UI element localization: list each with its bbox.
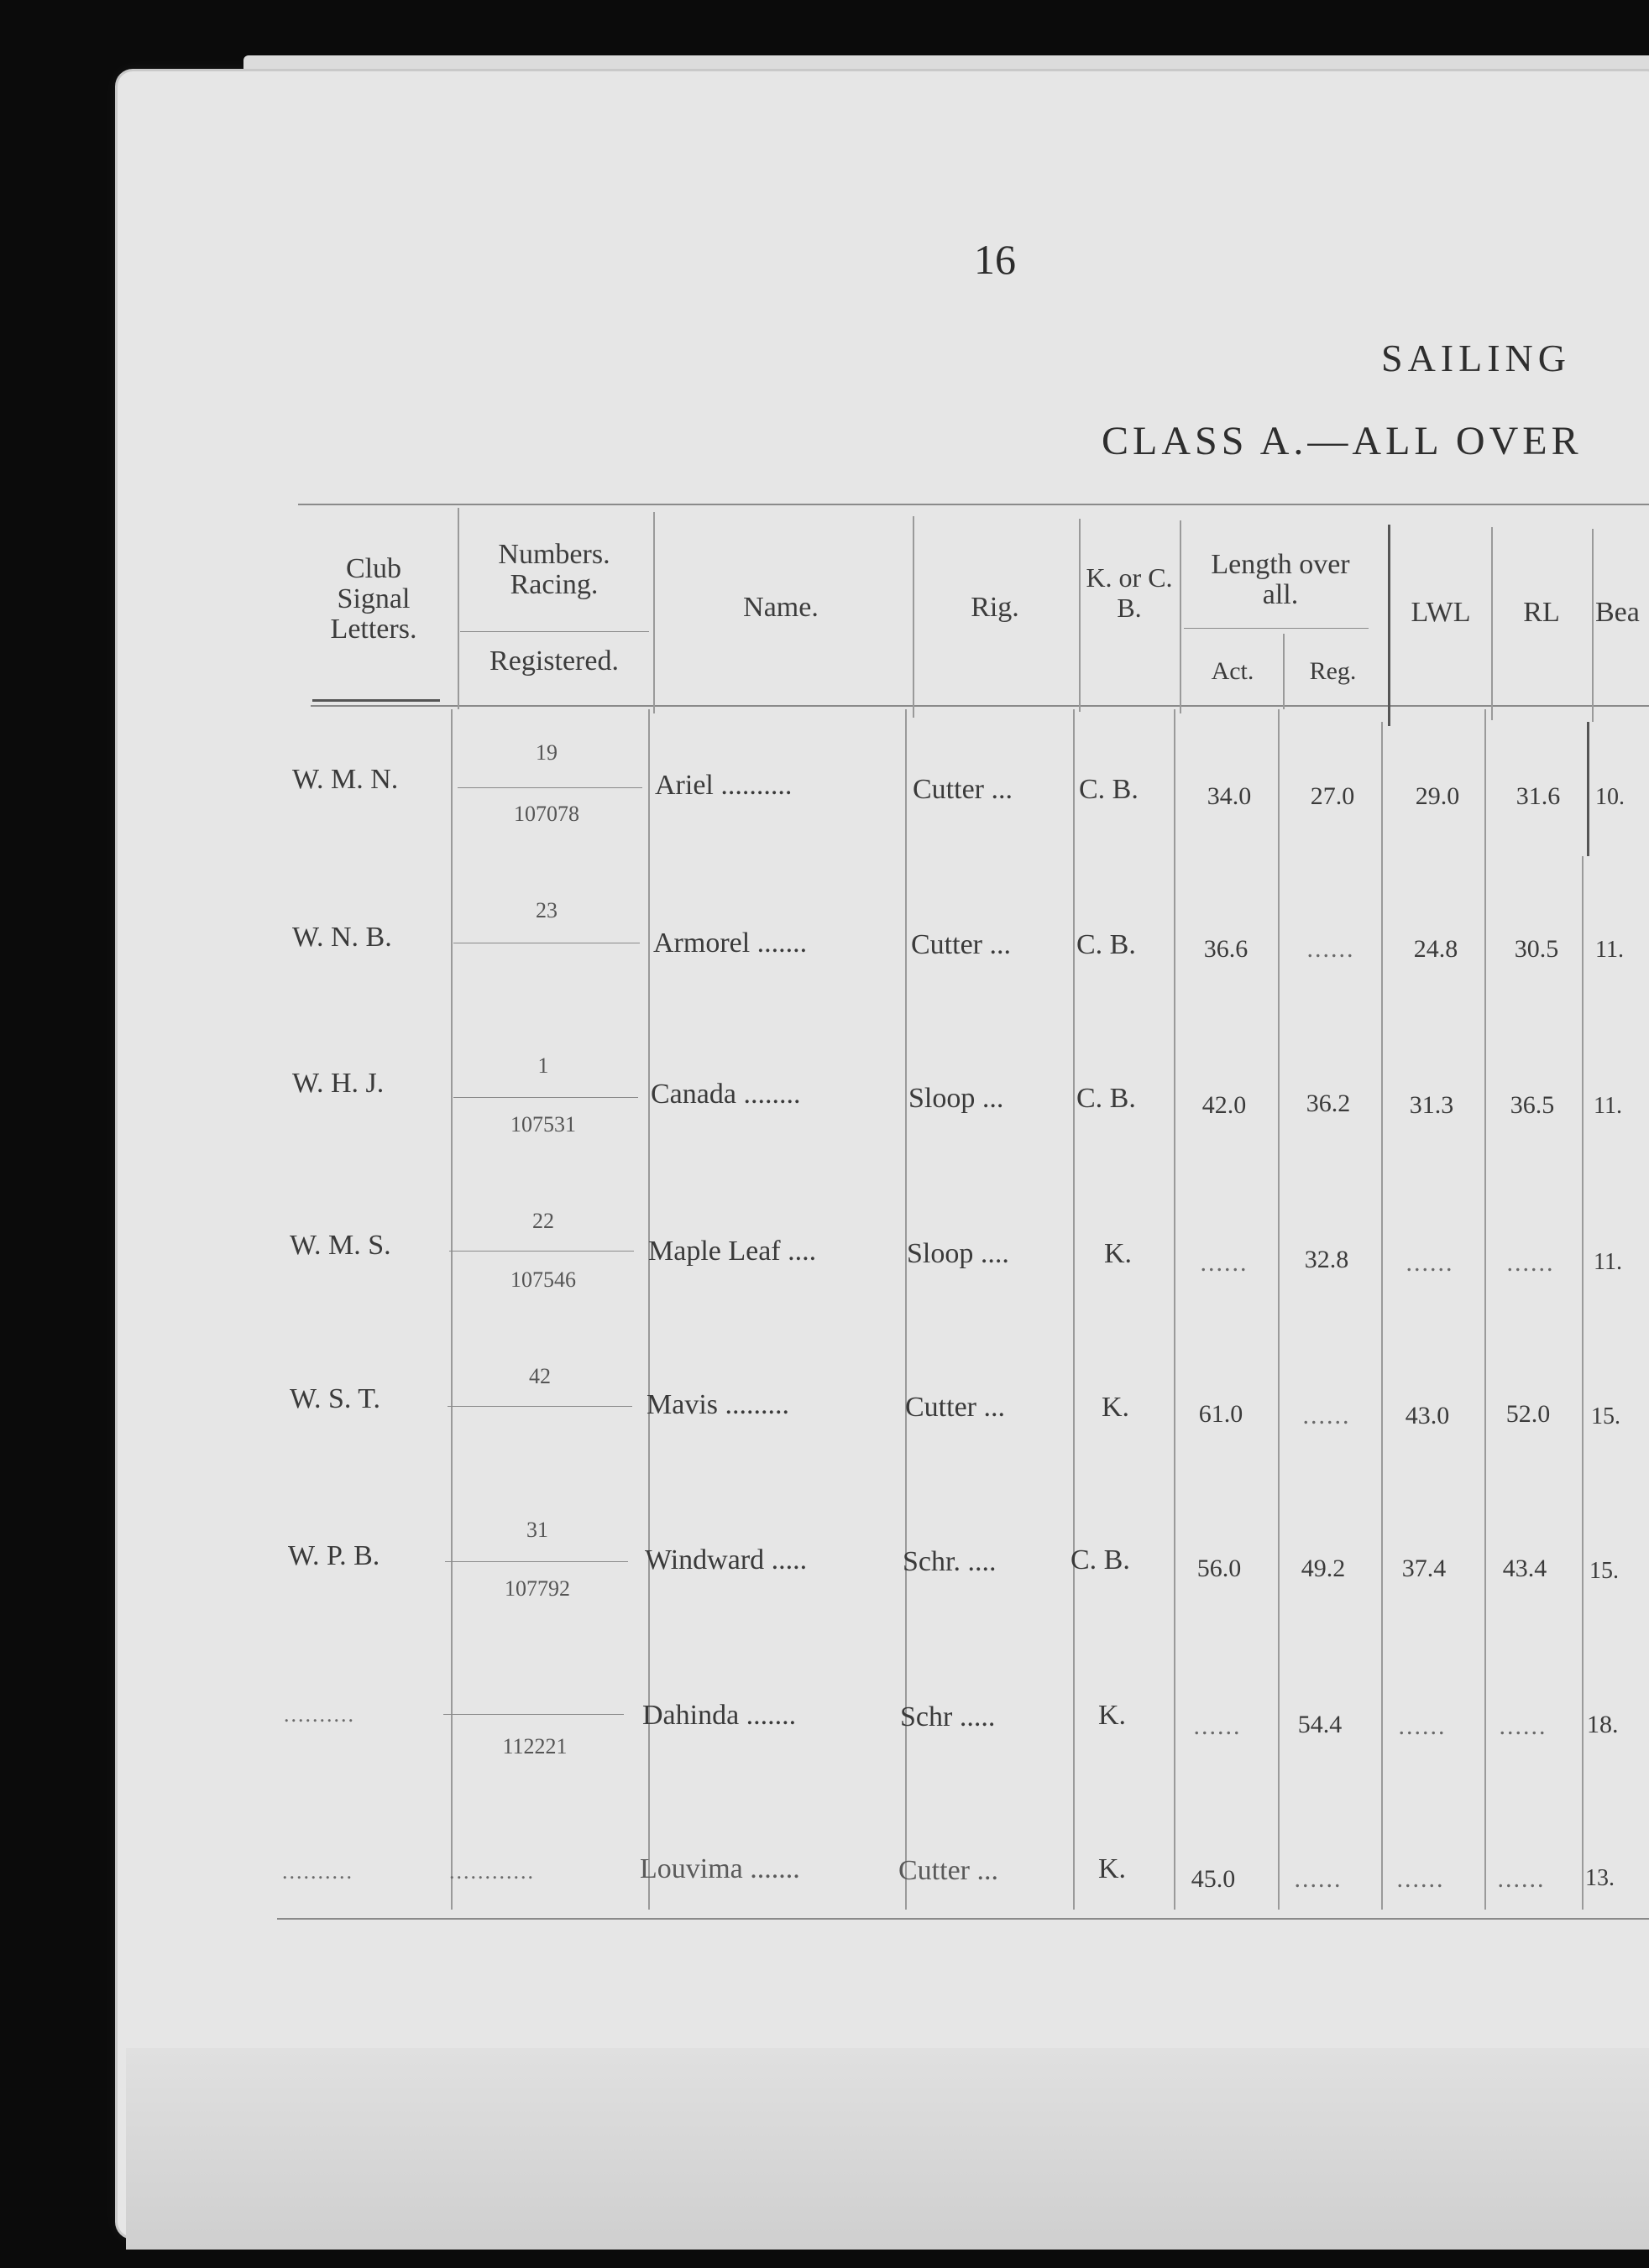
yacht-name: Windward .....: [645, 1544, 808, 1576]
lwl: ......: [1398, 1712, 1447, 1740]
rig: Cutter ...: [898, 1855, 998, 1886]
club-letters: W. H. J.: [292, 1068, 385, 1099]
header-numbers-racing: Numbers. Racing.: [498, 539, 610, 600]
header-lwl: LWL: [1411, 597, 1471, 628]
rl: ......: [1499, 1712, 1547, 1740]
length-act: 42.0: [1201, 1091, 1247, 1119]
registered-number: 107078: [514, 802, 579, 826]
number-divider: [453, 1097, 638, 1098]
club-letters: ..........: [282, 1859, 353, 1884]
yacht-name: Mavis .........: [647, 1389, 789, 1420]
rig: Schr. ....: [903, 1546, 997, 1577]
beam: 11.: [1594, 1093, 1622, 1119]
keel-or-cb: C. B.: [1076, 929, 1136, 960]
header-length-over-all: Length over all.: [1211, 549, 1350, 610]
club-letters: W. N. B.: [292, 922, 392, 953]
rig: Sloop ....: [907, 1238, 1009, 1269]
col-rule-1b: [451, 709, 453, 1910]
registered-number: 107546: [510, 1267, 576, 1292]
lwl: ......: [1396, 1865, 1445, 1893]
keel-or-cb: K.: [1102, 1392, 1130, 1423]
header-rl: RL: [1523, 597, 1560, 628]
rig: Cutter ...: [913, 774, 1013, 805]
header-bottom-rule: [311, 705, 1649, 707]
section-title: SAILING: [1381, 337, 1571, 379]
beam: 11.: [1595, 937, 1624, 963]
length-act: 56.0: [1196, 1555, 1242, 1582]
rl: ......: [1506, 1249, 1555, 1277]
number-divider: [443, 1714, 624, 1715]
lwl: 29.0: [1415, 782, 1460, 810]
length-reg: ......: [1294, 1865, 1343, 1893]
keel-or-cb: K.: [1098, 1853, 1127, 1884]
scanned-page: [118, 71, 1649, 2237]
number-divider: [445, 1561, 628, 1562]
length-reg: ......: [1302, 1402, 1351, 1429]
table-top-rule: [298, 504, 1649, 505]
keel-or-cb: C. B.: [1071, 1544, 1130, 1576]
club-letters: W. M. S.: [290, 1230, 391, 1261]
registered-number: 107531: [510, 1112, 576, 1137]
rl: 31.6: [1516, 782, 1561, 810]
yacht-name: Dahinda .......: [642, 1700, 797, 1731]
numbers-header-divider: [460, 631, 649, 632]
lwl: 43.0: [1405, 1402, 1450, 1429]
club-letters: W. P. B.: [288, 1540, 380, 1571]
registered-number: 107792: [505, 1576, 570, 1601]
length-reg: 54.4: [1297, 1711, 1343, 1738]
col-rule-1: [458, 508, 459, 709]
racing-number: 31: [526, 1518, 548, 1542]
header-length-reg: Reg.: [1309, 657, 1357, 685]
length-act: 34.0: [1207, 782, 1252, 810]
club-header-rule: [312, 699, 440, 702]
yacht-name: Armorel .......: [653, 928, 808, 959]
racing-number: 1: [537, 1053, 549, 1078]
beam: 13.: [1585, 1865, 1615, 1891]
table-bottom-rule: [277, 1918, 1649, 1920]
length-reg: 32.8: [1304, 1246, 1349, 1273]
racing-number: 42: [529, 1364, 551, 1388]
col-rule-2: [653, 512, 655, 713]
rl: 30.5: [1514, 935, 1559, 963]
racing-number: 22: [532, 1209, 554, 1233]
number-divider: [449, 1251, 634, 1252]
header-numbers-registered: Registered.: [489, 645, 619, 677]
keel-or-cb: K.: [1104, 1238, 1133, 1269]
club-letters: W. M. N.: [292, 764, 399, 795]
rig: Sloop ...: [908, 1083, 1004, 1114]
beam: 15.: [1589, 1558, 1619, 1584]
beam: 18.: [1587, 1711, 1619, 1738]
rl: 43.4: [1502, 1555, 1547, 1582]
length-reg: 36.2: [1306, 1090, 1351, 1117]
length-act: 45.0: [1191, 1865, 1236, 1893]
club-letters: W. S. T.: [290, 1383, 381, 1414]
number-divider: [448, 1406, 632, 1407]
lwl: 24.8: [1413, 935, 1458, 963]
col-rule-7: [1388, 525, 1390, 726]
header-beam: Bea: [1595, 597, 1640, 628]
lwl: 37.4: [1401, 1555, 1447, 1582]
header-club: Club Signal Letters.: [330, 553, 417, 645]
beam: 11.: [1594, 1249, 1622, 1275]
registered-number: 112221: [502, 1734, 568, 1758]
lwl: ......: [1406, 1249, 1454, 1277]
yacht-name: Maple Leaf ....: [648, 1236, 817, 1267]
racing-number: 23: [536, 898, 558, 922]
length-act: 61.0: [1198, 1400, 1243, 1428]
racing-number: 19: [536, 740, 558, 765]
length-act: ......: [1200, 1249, 1249, 1277]
yacht-name: Canada ........: [651, 1079, 801, 1110]
col-rule-9: [1592, 529, 1594, 722]
header-name: Name.: [743, 592, 819, 623]
col-rule-4b: [1073, 709, 1075, 1910]
col-rule-9c: [1582, 856, 1584, 1910]
keel-or-cb: C. B.: [1076, 1083, 1136, 1114]
length-act: ......: [1193, 1712, 1242, 1740]
rl: 52.0: [1505, 1400, 1551, 1428]
length-reg: 49.2: [1301, 1555, 1346, 1582]
club-letters: ..........: [284, 1702, 355, 1727]
page-number: 16: [974, 236, 1016, 283]
col-rule-4: [1079, 519, 1081, 712]
rig: Schr .....: [900, 1701, 996, 1732]
rl: 36.5: [1510, 1091, 1555, 1119]
rig: Cutter ...: [905, 1392, 1005, 1423]
racing-number: ............: [449, 1859, 535, 1884]
length-header-divider: [1184, 628, 1369, 629]
class-title: CLASS A.—ALL OVER: [1102, 419, 1583, 463]
lwl: 31.3: [1409, 1091, 1454, 1119]
yacht-name: Louvima .......: [640, 1853, 800, 1884]
keel-or-cb: K.: [1098, 1700, 1127, 1731]
length-reg: 27.0: [1310, 782, 1355, 810]
col-rule-5: [1180, 520, 1181, 713]
header-length-act: Act.: [1211, 657, 1254, 685]
rig: Cutter ...: [911, 929, 1011, 960]
length-reg: ......: [1306, 935, 1355, 963]
keel-or-cb: C. B.: [1079, 774, 1139, 805]
col-rule-3: [913, 516, 914, 718]
header-k-or-cb: K. or C. B.: [1086, 562, 1173, 623]
beam: 15.: [1591, 1403, 1620, 1429]
rl: ......: [1497, 1865, 1546, 1893]
yacht-name: Ariel ..........: [655, 770, 793, 801]
length-act: 36.6: [1203, 935, 1249, 963]
page-stack-edge: [126, 2048, 1649, 2250]
beam: 10.: [1595, 784, 1625, 810]
header-rig: Rig.: [971, 592, 1019, 623]
number-divider: [458, 787, 642, 788]
